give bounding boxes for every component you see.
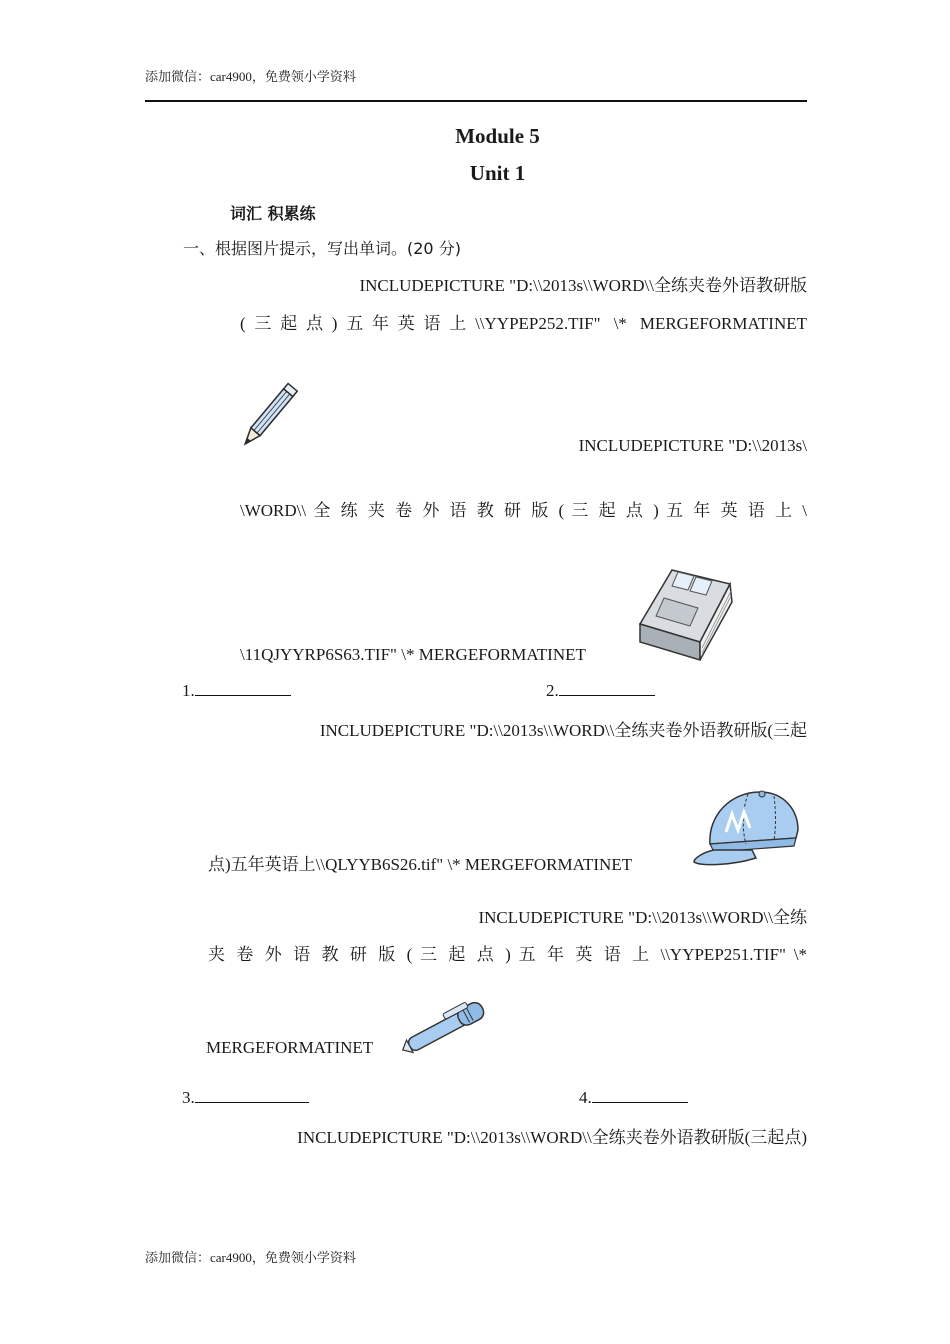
book-icon xyxy=(634,566,734,662)
answer-4-number: 4. xyxy=(579,1088,592,1107)
field-code-1-line-2: (三起点)五年英语上\\YYPEP252.TIF" \* MERGEFORMATINET xyxy=(240,314,807,333)
field-code-4-line-2: 夹 卷 外 语 教 研 版 ( 三 起 点 ) 五 年 英 语 上 \\YYPEP251.TIF" \* xyxy=(208,945,807,964)
answer-2-blank[interactable] xyxy=(559,694,655,696)
answer-3-number: 3. xyxy=(182,1088,195,1107)
question-heading: 一、根据图片提示，写出单词。(20 分) xyxy=(183,239,461,258)
pen-icon xyxy=(397,998,495,1056)
answer-2 xyxy=(546,681,655,701)
field-code-5-line-1: INCLUDEPICTURE "D:\\2013s\\WORD\\全练夹卷外语教研版(三起点) xyxy=(297,1128,807,1147)
section-label: 词汇 积累练 xyxy=(230,204,316,223)
answer-4 xyxy=(579,1088,688,1108)
field-code-4-line-1: INCLUDEPICTURE "D:\\2013s\\WORD\\全练 xyxy=(478,908,807,927)
answer-3 xyxy=(182,1088,309,1108)
field-code-4-line-3: MERGEFORMATINET xyxy=(206,1038,374,1057)
field-code-2-line-2: \WORD\\ 全 练 夹 卷 外 语 教 研 版 ( 三 起 点 ) 五 年 英 语 上 \ xyxy=(240,501,807,520)
field-code-3-line-2: 点)五年英语上\\QLYYB6S26.tif" \* MERGEFORMATINET xyxy=(208,855,633,874)
answer-1 xyxy=(182,681,291,701)
module-title: Module 5 xyxy=(455,124,540,148)
pencil-icon xyxy=(236,378,298,458)
answer-4-blank[interactable] xyxy=(592,1101,688,1103)
unit-title: Unit 1 xyxy=(469,161,526,185)
answer-1-number: 1. xyxy=(182,681,195,700)
field-code-2-line-3: \11QJYYRP6S63.TIF" \* MERGEFORMATINET xyxy=(240,645,586,664)
header-rule xyxy=(145,100,807,102)
answer-2-number: 2. xyxy=(546,681,559,700)
answer-1-blank[interactable] xyxy=(195,694,291,696)
field-code-3-line-1: INCLUDEPICTURE "D:\\2013s\\WORD\\全练夹卷外语教研版(三起 xyxy=(319,721,807,740)
footer-note: 添加微信：car4900，免费领小学资料 xyxy=(145,1250,356,1265)
answer-3-blank[interactable] xyxy=(195,1101,309,1103)
header-note: 添加微信：car4900，免费领小学资料 xyxy=(145,69,356,84)
field-code-2-line-1: INCLUDEPICTURE "D:\\2013s\ xyxy=(578,436,807,455)
field-code-1-line-1: INCLUDEPICTURE "D:\\2013s\\WORD\\全练夹卷外语教研版 xyxy=(359,276,807,295)
cap-icon xyxy=(690,786,804,868)
